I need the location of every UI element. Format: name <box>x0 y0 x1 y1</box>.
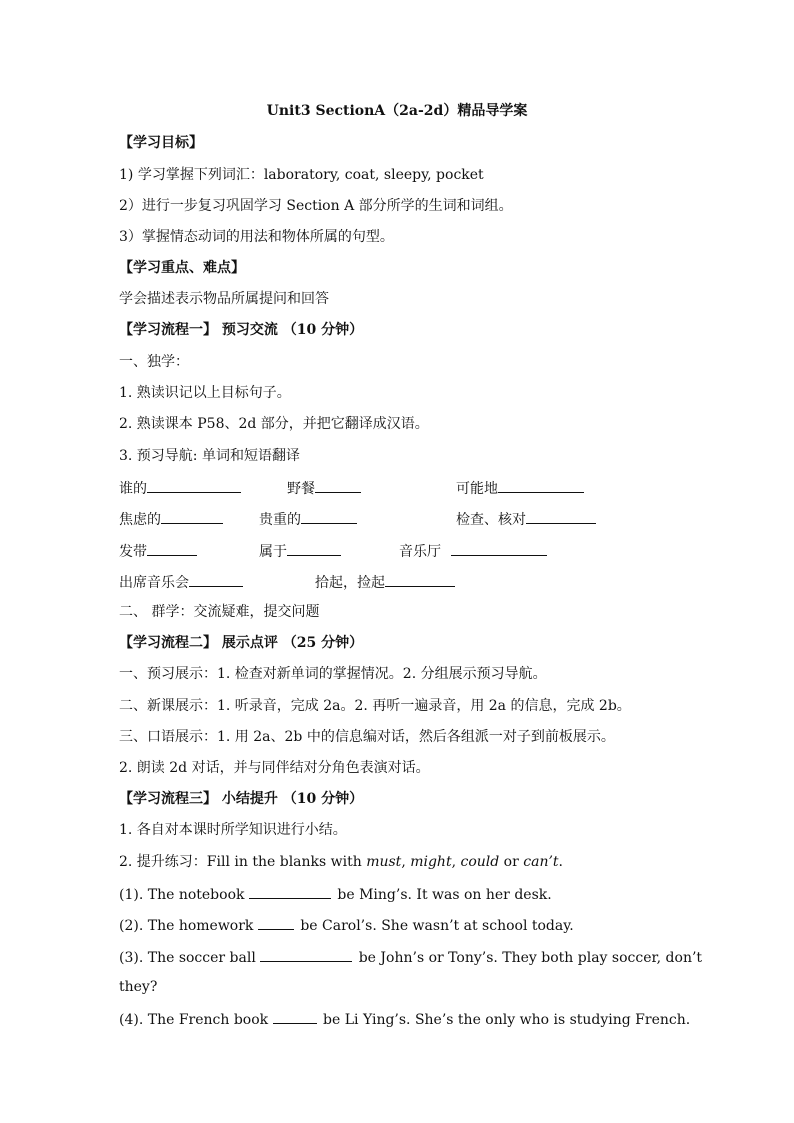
vocab-label: 属于 <box>259 544 287 560</box>
flow2-line4: 2. 朗读 2d 对话，并与同伴结对分角色表演对话。 <box>119 760 430 776</box>
flow2-heading: 【学习流程二】 展示点评 （25 分钟） <box>119 635 364 651</box>
vocab-label: 可能地 <box>456 481 498 497</box>
answer-blank[interactable] <box>526 508 596 524</box>
flow3-line2 <box>119 852 563 872</box>
vocab-item <box>119 540 199 562</box>
word-must: must <box>366 854 402 870</box>
page-title: Unit3 SectionA（2a-2d）精品导学案 <box>266 103 528 119</box>
goal-2: 2）进行一步复习巩固学习 Section A 部分所学的生词和词组。 <box>119 198 513 214</box>
separator: , <box>451 854 461 870</box>
exercise-4 <box>119 1008 690 1030</box>
exercise-text: (1). The notebook <box>119 887 249 903</box>
separator: . <box>558 854 563 870</box>
vocab-label: 谁的 <box>119 481 147 497</box>
word-might: might <box>410 854 452 870</box>
answer-blank[interactable] <box>147 477 241 493</box>
flow1-sub1: 一、独学： <box>119 354 189 370</box>
exercise-text: be John’s or Tony’s. They both play soccer, don’t <box>354 950 703 966</box>
exercise-2 <box>119 914 574 936</box>
word-could: could <box>460 854 500 870</box>
answer-blank[interactable] <box>451 540 547 556</box>
answer-blank[interactable] <box>189 571 243 587</box>
vocab-item <box>287 477 363 499</box>
vocab-label: 拾起，捡起 <box>315 575 385 591</box>
answer-blank[interactable] <box>498 477 584 493</box>
answer-blank[interactable] <box>258 914 294 930</box>
answer-blank[interactable] <box>301 508 357 524</box>
exercise-text: (2). The homework <box>119 918 258 934</box>
vocab-label: 发带 <box>119 544 147 560</box>
vocab-item <box>399 540 549 562</box>
flow3-line1: 1. 各自对本课时所学知识进行小结。 <box>119 822 347 838</box>
answer-blank[interactable] <box>161 508 223 524</box>
goal-3: 3）掌握情态动词的用法和物体所属的句型。 <box>119 229 394 245</box>
key-text: 学会描述表示物品所属提问和回答 <box>119 291 329 307</box>
answer-blank[interactable] <box>260 946 352 962</box>
flow2-line1: 一、预习展示：1. 检查对新单词的掌握情况。2. 分组展示预习导航。 <box>119 666 547 682</box>
separator: , <box>401 854 411 870</box>
exercise-3-cont: they? <box>119 979 158 995</box>
exercise-text: (3). The soccer ball <box>119 950 261 966</box>
section-goals-heading: 【学习目标】 <box>119 135 203 151</box>
flow1-item2: 2. 熟读课本 P58、2d 部分，并把它翻译成汉语。 <box>119 416 429 432</box>
flow2-line3: 三、口语展示：1. 用 2a、2b 中的信息编对话，然后各组派一对子到前板展示。 <box>119 729 615 745</box>
exercise-text: be Li Ying’s. She’s the only who is studying French. <box>318 1012 691 1028</box>
vocab-label: 贵重的 <box>259 512 301 528</box>
vocab-item <box>456 477 586 499</box>
answer-blank[interactable] <box>273 1008 317 1024</box>
vocab-item <box>259 508 359 530</box>
vocab-item <box>315 571 457 593</box>
vocab-label: 焦虑的 <box>119 512 161 528</box>
vocab-item <box>119 508 225 530</box>
instruction-text: 2. 提升练习：Fill in the blanks with <box>119 854 367 870</box>
answer-blank[interactable] <box>147 540 197 556</box>
flow1-sub2: 二、 群学：交流疑难，提交问题 <box>119 604 320 620</box>
vocab-item <box>119 571 245 593</box>
vocab-item <box>259 540 343 562</box>
answer-blank[interactable] <box>385 571 455 587</box>
vocab-label: 检查、核对 <box>456 512 526 528</box>
exercise-text: be Carol’s. She wasn’t at school today. <box>295 918 574 934</box>
vocab-item <box>456 508 598 530</box>
vocab-label: 出席音乐会 <box>119 575 189 591</box>
goal-1: 1) 学习掌握下列词汇：laboratory, coat, sleepy, pocket <box>119 167 484 183</box>
answer-blank[interactable] <box>249 883 331 899</box>
separator: or <box>499 854 524 870</box>
vocab-label: 音乐厅 <box>399 544 441 560</box>
flow1-item1: 1. 熟读识记以上目标句子。 <box>119 385 291 401</box>
flow1-heading: 【学习流程一】 预习交流 （10 分钟） <box>119 322 364 338</box>
exercise-text: (4). The French book <box>119 1012 273 1028</box>
exercise-text: be Ming’s. It was on her desk. <box>332 887 552 903</box>
answer-blank[interactable] <box>287 540 341 556</box>
flow3-heading: 【学习流程三】 小结提升 （10 分钟） <box>119 791 364 807</box>
section-key-heading: 【学习重点、难点】 <box>119 260 245 276</box>
vocab-item <box>119 477 243 499</box>
answer-blank[interactable] <box>315 477 361 493</box>
vocab-label: 野餐 <box>287 481 315 497</box>
flow1-item3: 3. 预习导航: 单词和短语翻译 <box>119 448 300 464</box>
word-cant: can’t <box>523 854 559 870</box>
flow2-line2: 二、新课展示：1. 听录音，完成 2a。2. 再听一遍录音，用 2a 的信息，完成 2b。 <box>119 698 631 714</box>
exercise-3 <box>119 946 702 968</box>
exercise-1 <box>119 883 552 905</box>
